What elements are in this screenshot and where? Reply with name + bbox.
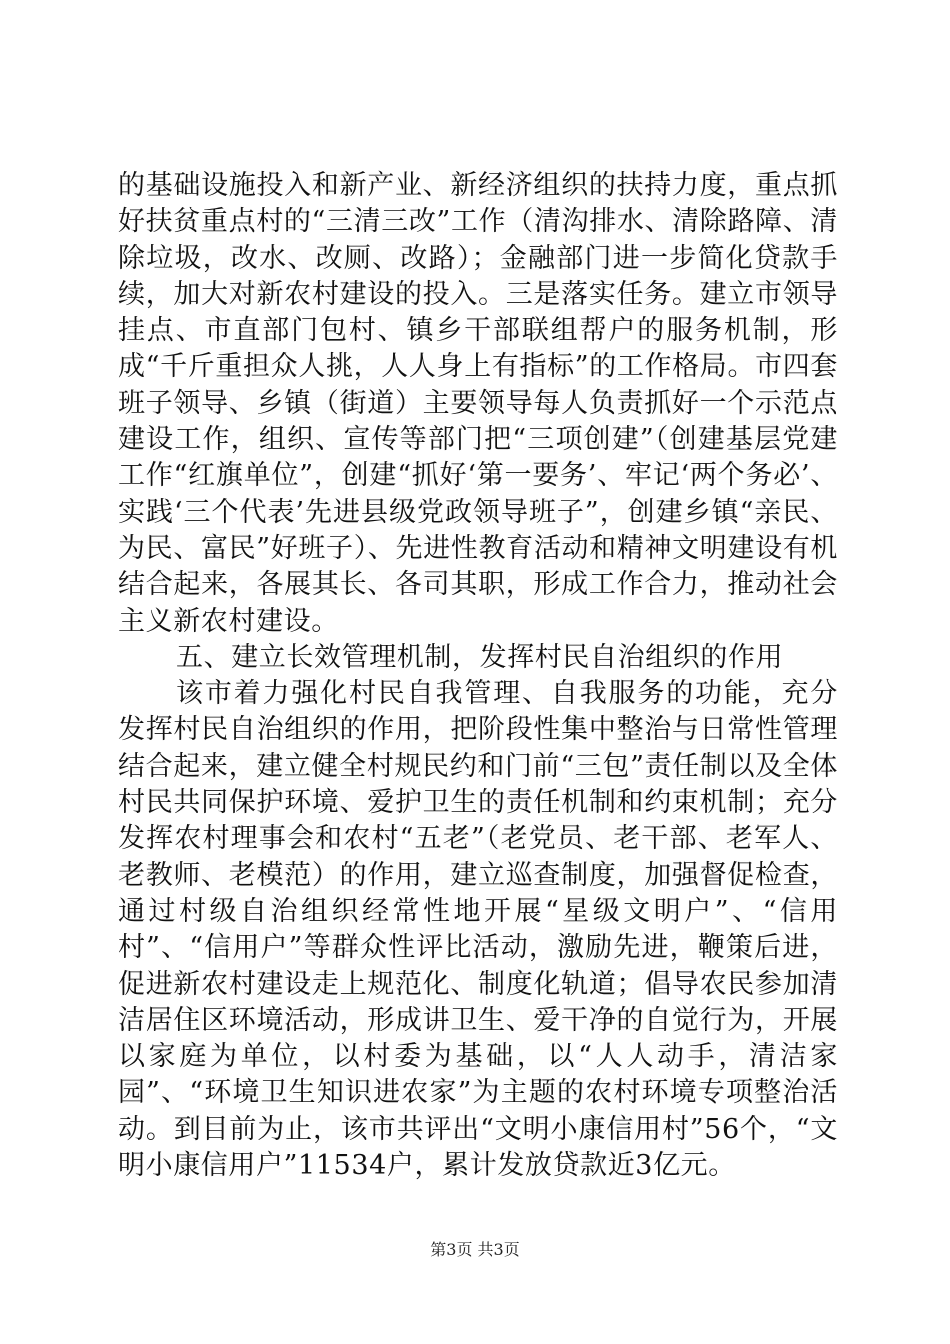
paragraph-body: 该市着力强化村民自我管理、自我服务的功能，充分发挥村民自治组织的作用，把阶段性集中整治与日常性管理结合起来，建立健全村规民约和门前“三包”责任制以及全体村民共同保护环境、爱护卫生的责任机制和约束机制；充分发挥农村理事会和农村“五老”（老党员、老干部、老军人、老教师、老模范）的作用，建立巡查制度，加强督促检查，通过村级自治组织经常性地开展“星级文明户”、“信用村”、“信用户”等群众性评比活动，激励先进，鞭策后进，促进新农村建设走上规范化、制度化轨道；倡导农民参加清洁居住区环境活动，形成讲卫生、爱干净的自觉行为，开展以家庭为单位，以村委为基础，以“人人动手，清洁家园”、“环境卫生知识进农家”为主题的农村环境专项整治活动。到目前为止，该市共评出“文明小康信用村”56个，“文明小康信用户”11534户，累计发放贷款近3亿元。 (118, 678, 838, 1182)
body-text (118, 168, 838, 1184)
page-footer: 第3页 共3页 (430, 1240, 520, 1259)
paragraph-continuation: 的基础设施投入和新产业、新经济组织的扶持力度，重点抓好扶贫重点村的“三清三改”工作（清沟排水、清除路障、清除垃圾，改水、改厕、改路）；金融部门进一步简化贷款手续，加大对新农村建设的投入。三是落实任务。建立市领导挂点、市直部门包村、镇乡干部联组帮户的服务机制，形成“千斤重担众人挑，人人身上有指标”的工作格局。市四套班子领导、乡镇（街道）主要领导每人负责抓好一个示范点建设工作，组织、宣传等部门把“三项创建”（创建基层党建工作“红旗单位”，创建“抓好‘第一要务’、牢记‘两个务必’、实践‘三个代表’先进县级党政领导班子”，创建乡镇“亲民、为民、富民”好班子）、先进性教育活动和精神文明建设有机结合起来，各展其长、各司其职，形成工作合力，推动社会主义新农村建设。 (118, 170, 838, 637)
section-heading: 五、建立长效管理机制，发挥村民自治组织的作用 (176, 641, 784, 673)
